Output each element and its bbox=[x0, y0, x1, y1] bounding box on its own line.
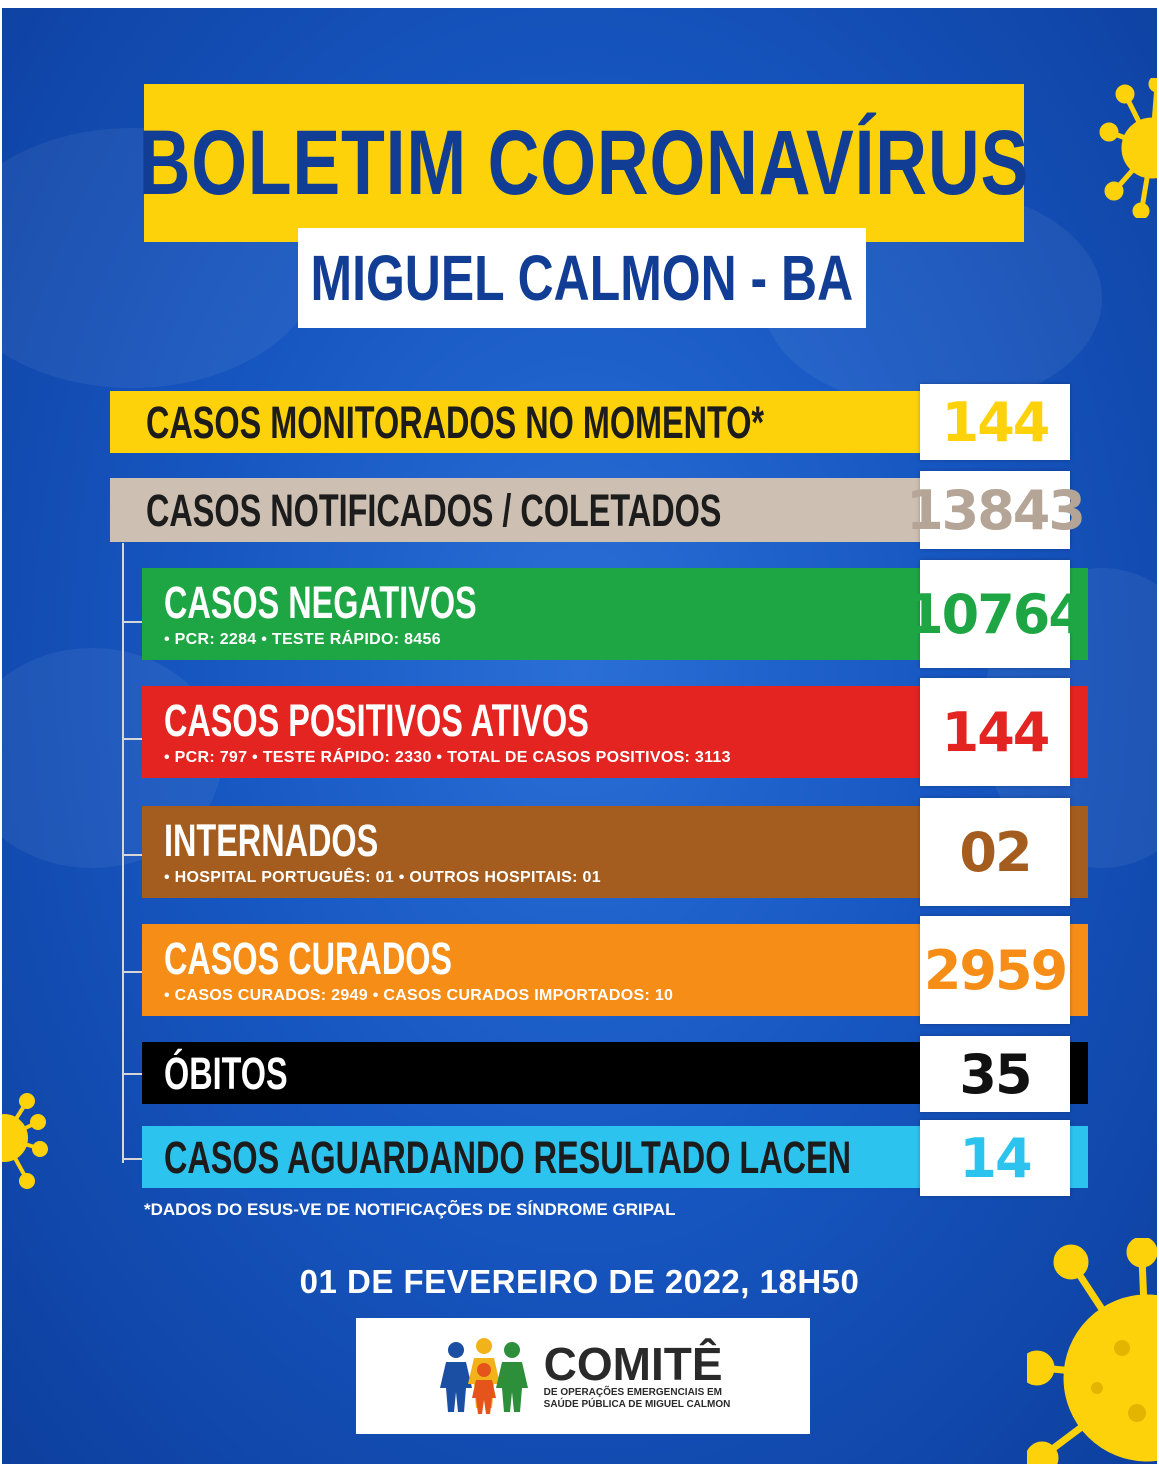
tree-connector bbox=[122, 543, 124, 1163]
title-banner bbox=[138, 84, 1030, 242]
stat-detail: • PCR: 797 • TESTE RÁPIDO: 2330 • TOTAL DE CASOS POSITIVOS: 3113 bbox=[164, 748, 731, 766]
logo-title: COMITÊ bbox=[543, 1337, 723, 1390]
stat-value-box bbox=[920, 798, 1070, 906]
tree-branch bbox=[122, 971, 144, 973]
logo-text bbox=[543, 1337, 731, 1412]
stat-bar bbox=[110, 391, 922, 453]
city-banner bbox=[298, 228, 866, 328]
stat-detail: • PCR: 2284 • TESTE RÁPIDO: 8456 bbox=[164, 630, 441, 648]
stat-value: 144 bbox=[941, 700, 1049, 764]
logo-subtitle: SAÚDE PÚBLICA DE MIGUEL CALMON bbox=[543, 1399, 731, 1410]
stat-value: 144 bbox=[941, 390, 1049, 454]
city-name: MIGUEL CALMON - BA bbox=[310, 242, 854, 314]
stat-label: CASOS NEGATIVOS bbox=[164, 576, 477, 628]
stat-value: 10764 bbox=[906, 582, 1084, 646]
stat-label: INTERNADOS bbox=[164, 814, 379, 866]
virus-icon bbox=[2, 1093, 48, 1193]
stat-value-box bbox=[920, 916, 1070, 1024]
stat-value-box bbox=[920, 1036, 1070, 1112]
committee-logo bbox=[356, 1318, 810, 1434]
stat-value-box bbox=[920, 678, 1070, 786]
tree-branch bbox=[122, 621, 144, 623]
stat-label: CASOS NOTIFICADOS / COLETADOS bbox=[146, 484, 722, 536]
tree-branch bbox=[122, 738, 144, 740]
logo-subtitle: DE OPERAÇÕES EMERGENCIAIS EM bbox=[543, 1386, 723, 1398]
stat-value-box bbox=[920, 384, 1070, 460]
tree-branch bbox=[122, 1158, 144, 1160]
stat-value-box bbox=[906, 471, 1084, 549]
stat-label: CASOS AGUARDANDO RESULTADO LACEN bbox=[164, 1131, 852, 1183]
tree-branch bbox=[122, 1073, 144, 1075]
virus-icon bbox=[1097, 78, 1157, 218]
stat-label: CASOS POSITIVOS ATIVOS bbox=[164, 694, 589, 746]
stat-value: 2959 bbox=[923, 938, 1067, 1002]
stat-value-box bbox=[920, 1120, 1070, 1196]
bulletin-date: 01 DE FEVEREIRO DE 2022, 18H50 bbox=[299, 1263, 860, 1300]
stat-label: ÓBITOS bbox=[164, 1047, 288, 1099]
stat-label: CASOS CURADOS bbox=[164, 932, 453, 984]
tree-branch bbox=[122, 854, 144, 856]
stat-label: CASOS MONITORADOS NO MOMENTO* bbox=[146, 396, 765, 448]
stat-value: 35 bbox=[959, 1042, 1031, 1106]
stat-value-box bbox=[906, 560, 1084, 668]
footnote: *DADOS DO ESUS-VE DE NOTIFICAÇÕES DE SÍNDROME GRIPAL bbox=[144, 1200, 676, 1219]
stat-value: 14 bbox=[959, 1126, 1031, 1190]
stat-detail: • HOSPITAL PORTUGUÊS: 01 • OUTROS HOSPITAIS: 01 bbox=[164, 868, 601, 886]
stat-detail: • CASOS CURADOS: 2949 • CASOS CURADOS IMPORTADOS: 10 bbox=[164, 986, 674, 1004]
page-title: BOLETIM CORONAVÍRUS bbox=[138, 111, 1030, 214]
people-group-icon bbox=[436, 1336, 532, 1416]
stat-value: 02 bbox=[959, 820, 1031, 884]
bulletin-poster bbox=[2, 8, 1157, 1464]
stat-bar bbox=[110, 478, 922, 542]
stat-value: 13843 bbox=[906, 478, 1084, 542]
